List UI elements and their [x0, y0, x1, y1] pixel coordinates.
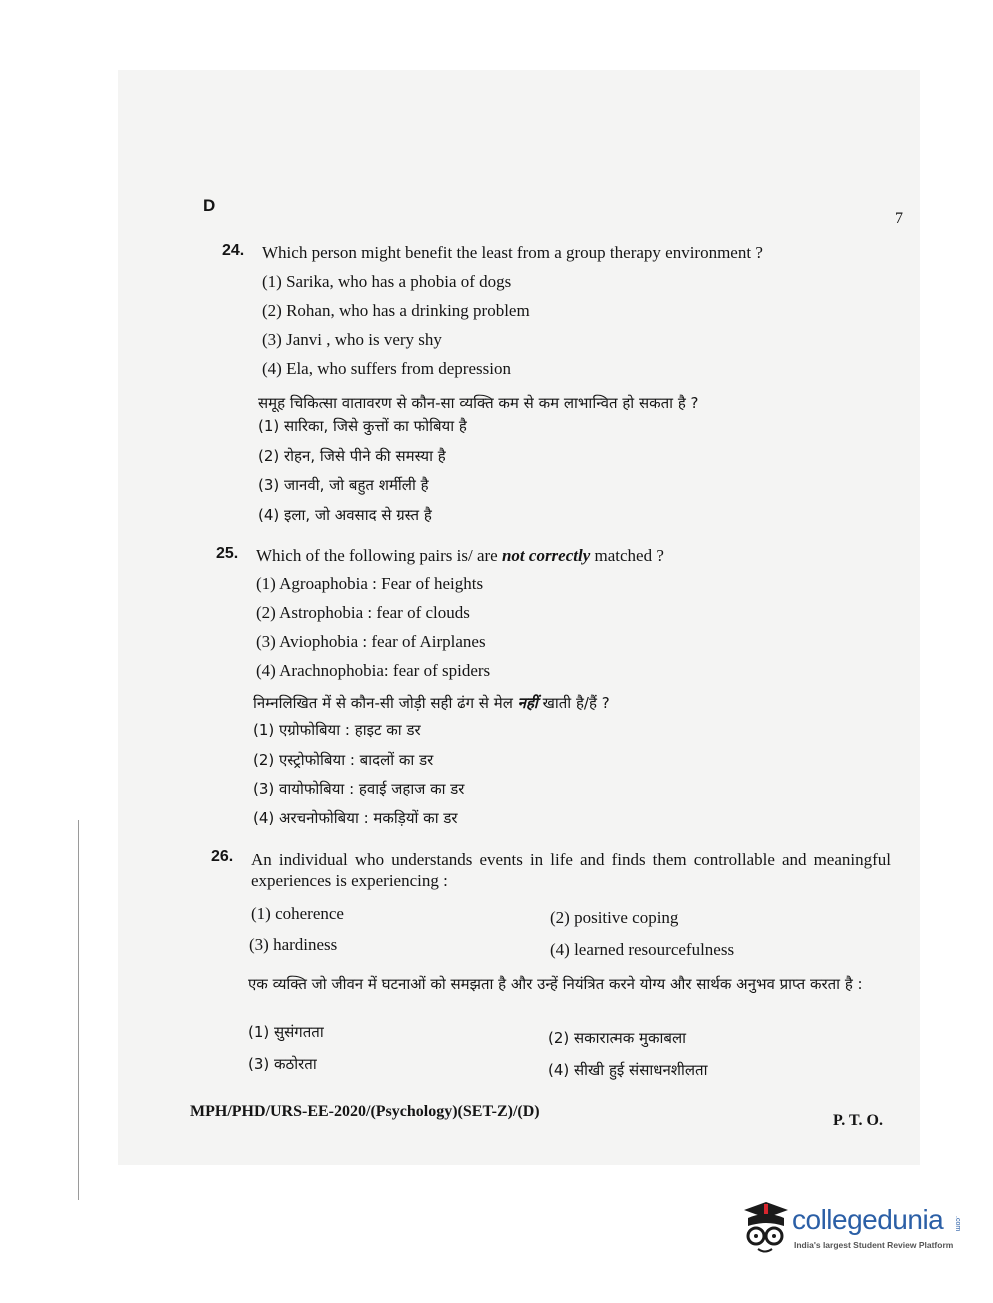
student-mascot-icon [736, 1196, 792, 1258]
option-en: (1) Sarika, who has a phobia of dogs [262, 272, 512, 291]
option-hi: (1) एग्रोफोबिया : हाइट का डर [253, 721, 421, 739]
brand-suffix: .com [954, 1216, 961, 1232]
option-hi: (3) वायोफोबिया : हवाई जहाज का डर [253, 780, 465, 798]
option-hi: (2) सकारात्मक मुकाबला [548, 1029, 687, 1047]
question-number: 24. [222, 242, 245, 259]
paper-code: MPH/PHD/URS-EE-2020/(Psychology)(SET-Z)/(D) [190, 1103, 540, 1120]
option-en: (4) Arachnophobia: fear of spiders [256, 661, 491, 680]
scanned-page [118, 70, 920, 1165]
set-code: D [203, 196, 216, 215]
question-number: 25. [216, 545, 239, 562]
question-stem-en: Which of the following pairs is/ are not correctly matched ? [256, 546, 664, 565]
collegedunia-logo [736, 1196, 961, 1262]
page-number: 7 [895, 210, 903, 227]
question-number: 26. [211, 848, 234, 865]
emphasis-text: not correctly [501, 546, 591, 565]
option-hi: (1) सारिका, जिसे कुत्तों का फोबिया है [258, 417, 467, 435]
question-stem-en: Which person might benefit the least from a group therapy environment ? [262, 243, 763, 262]
option-en: (4) learned resourcefulness [550, 940, 735, 959]
option-en: (3) Aviophobia : fear of Airplanes [256, 632, 486, 651]
option-en: (1) coherence [251, 904, 344, 923]
question-stem-en: An individual who understands events in life and finds them controllable and meaningful experiences is experiencing : [251, 850, 891, 890]
option-en: (3) hardiness [249, 935, 338, 954]
brand-name: collegedunia [792, 1204, 944, 1235]
option-hi: (4) इला, जो अवसाद से ग्रस्त है [258, 506, 432, 524]
option-en: (2) Rohan, who has a drinking problem [262, 301, 530, 320]
emphasis-text: नहीं [517, 694, 538, 712]
question-stem-hi: समूह चिकित्सा वातावरण से कौन-सा व्यक्ति कम से कम लाभान्वित हो सकता है ? [258, 394, 699, 412]
question-stem-hi: एक व्यक्ति जो जीवन में घटनाओं को समझता है और उन्हें नियंत्रित करने योग्य और सार्थक अनुभव प्राप्त करता है : [248, 975, 863, 993]
option-hi: (4) अरचनोफोबिया : मकड़ियों का डर [253, 809, 458, 827]
option-en: (4) Ela, who suffers from depression [262, 359, 511, 378]
option-en: (2) positive coping [550, 908, 679, 927]
brand-tagline: India's largest Student Review Platform [794, 1240, 954, 1250]
pto-label: P. T. O. [833, 1112, 883, 1129]
option-hi: (3) जानवी, जो बहुत शर्मीली है [258, 476, 429, 494]
question-stem-hi: निम्नलिखित में से कौन-सी जोड़ी सही ढंग से मेल नहीं खाती है/हैं ? [253, 694, 610, 712]
option-en: (1) Agroaphobia : Fear of heights [256, 574, 484, 593]
option-hi: (1) सुसंगतता [248, 1023, 324, 1041]
page-edge-line [78, 820, 79, 1200]
option-en: (3) Janvi , who is very shy [262, 330, 442, 349]
option-hi: (3) कठोरता [248, 1055, 317, 1073]
option-hi: (2) एस्ट्रोफोबिया : बादलों का डर [253, 751, 434, 769]
option-hi: (4) सीखी हुई संसाधनशीलता [548, 1061, 708, 1079]
option-en: (2) Astrophobia : fear of clouds [256, 603, 470, 622]
option-hi: (2) रोहन, जिसे पीने की समस्या है [258, 447, 446, 465]
